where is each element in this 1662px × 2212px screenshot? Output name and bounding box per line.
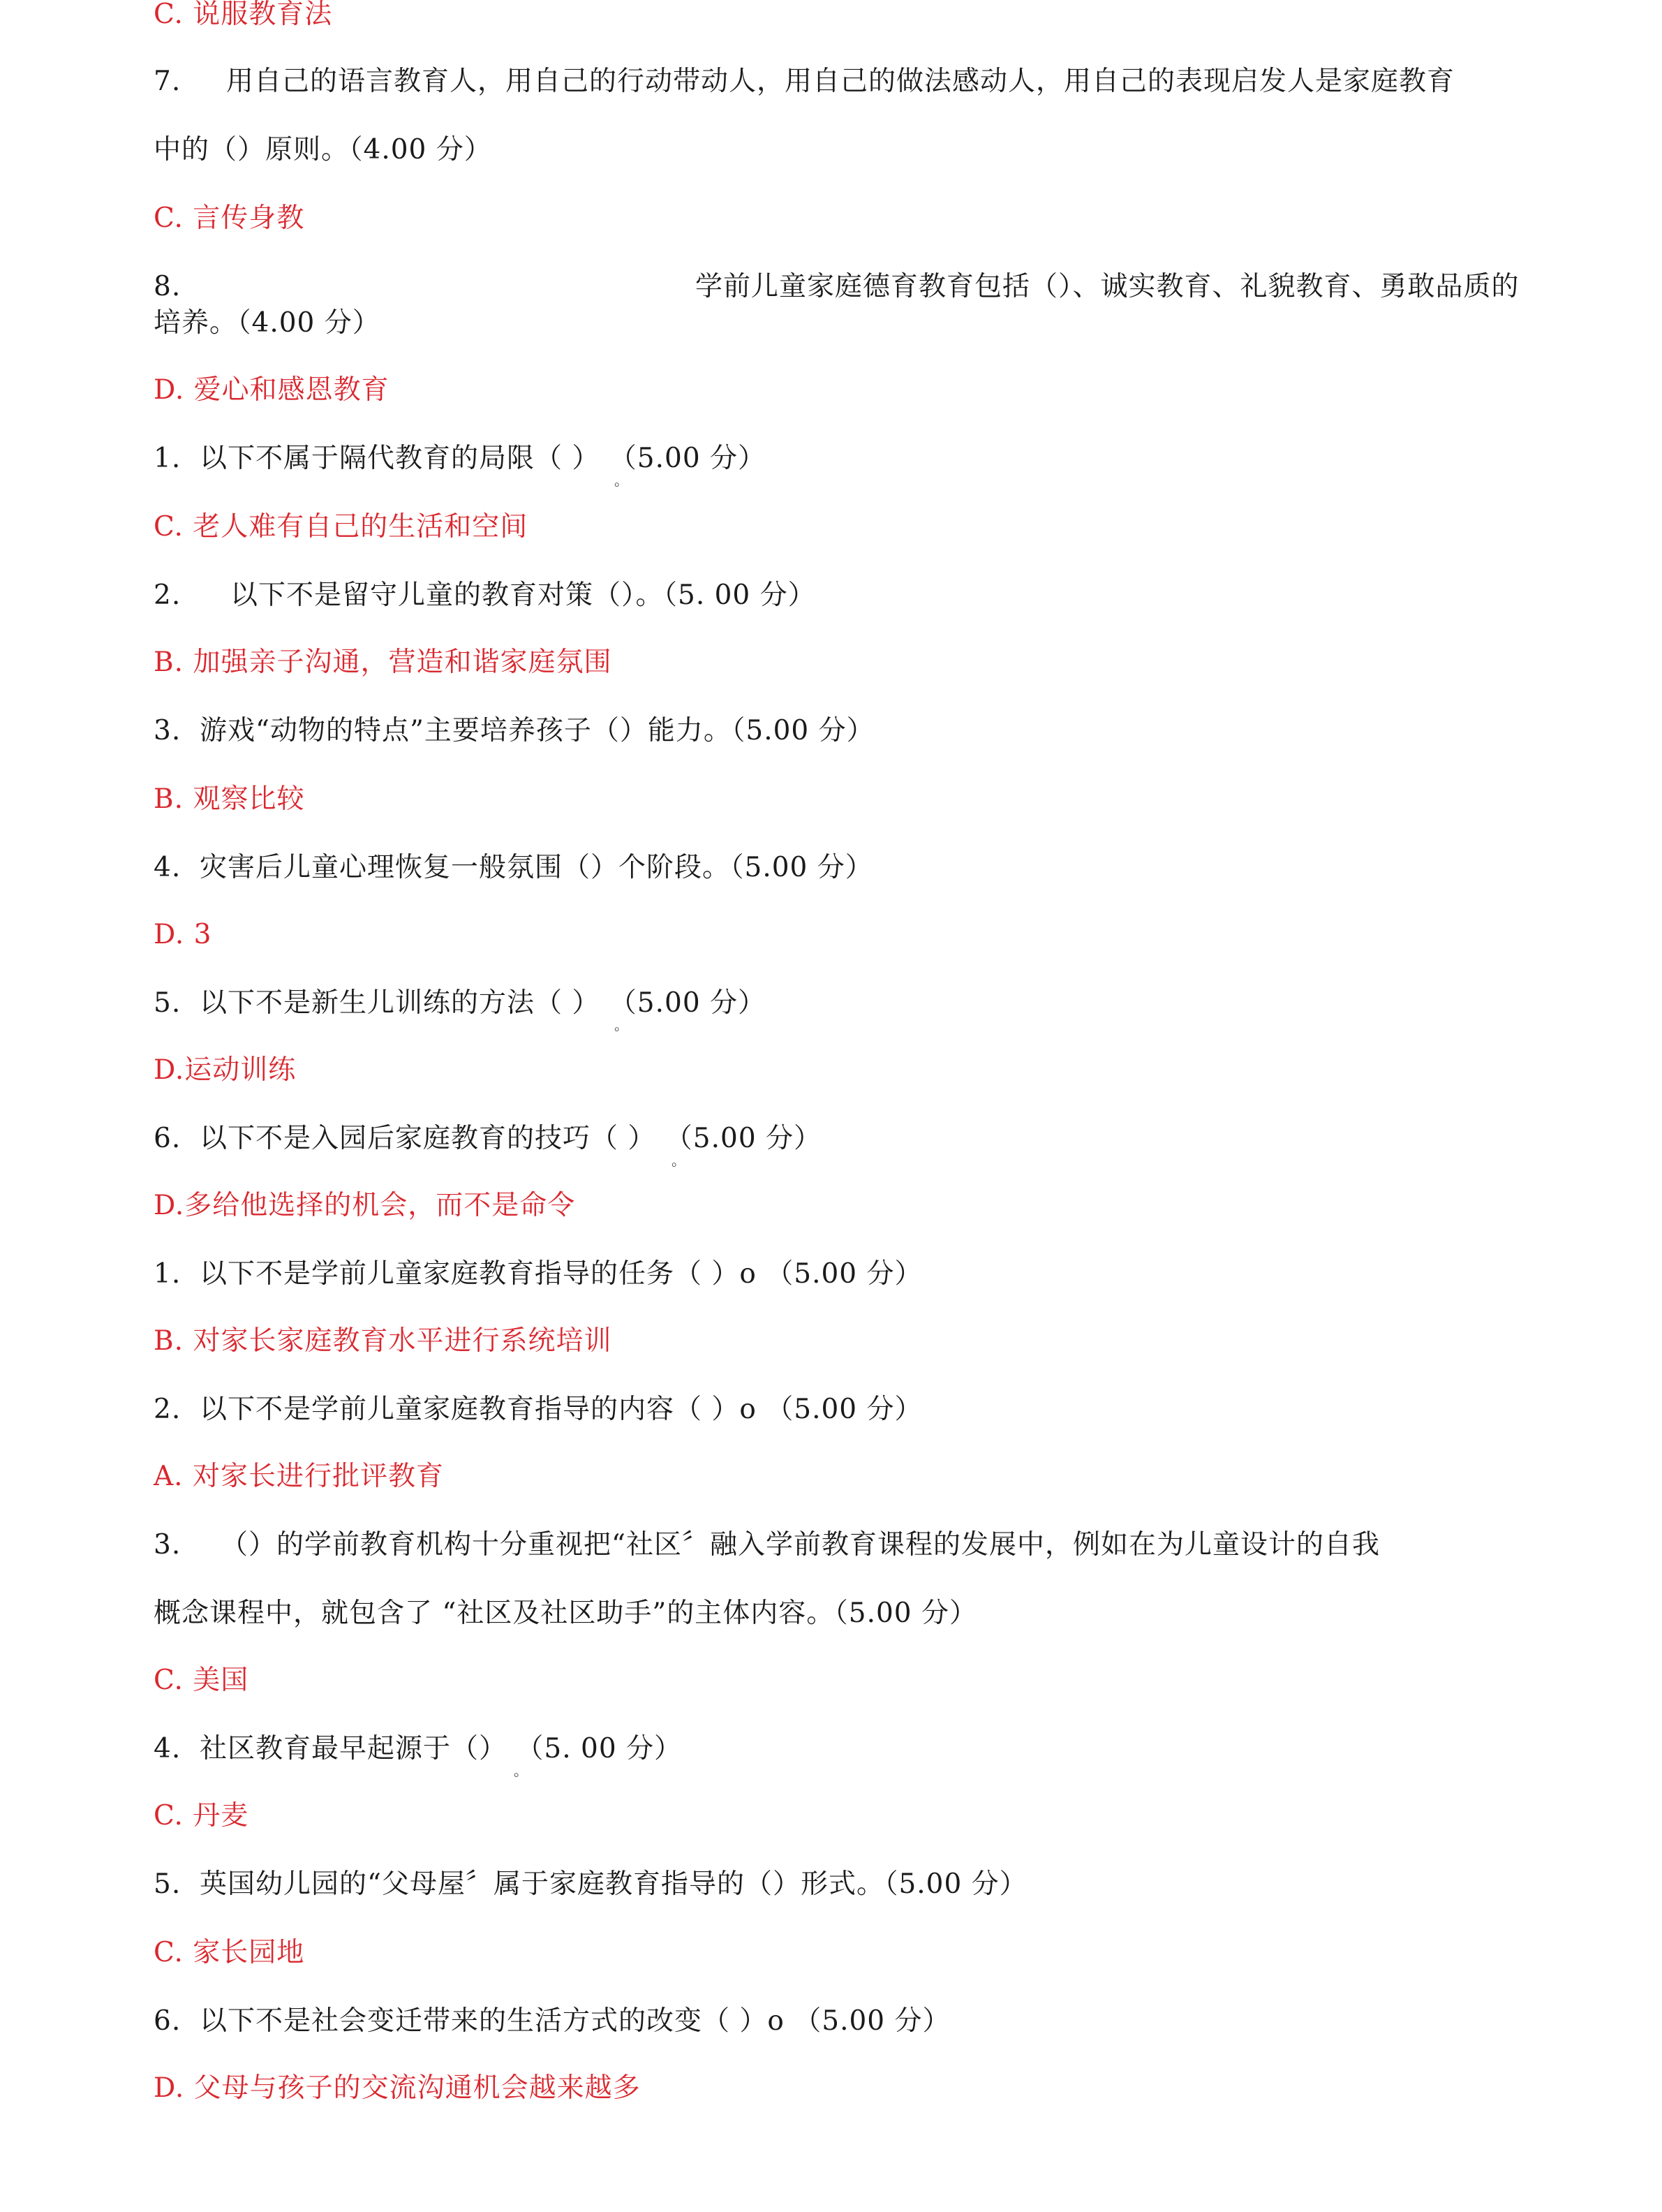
question-text: 以下不是入园后家庭教育的技巧（ ） （5.00 分） [200,1123,822,1154]
question-text: 用自己的语言教育人，用自己的行动带动人，用自己的做法感动人，用自己的表现启发人是家庭教育 [226,66,1455,97]
question-number: 2. [154,1394,181,1425]
question-line [154,1867,1027,1902]
answer-line: B. 对家长家庭教育水平进行系统培训 [154,1325,612,1357]
question-number: 8. [154,271,181,302]
question-number: 5. [154,1868,181,1900]
question-number: 4. [154,852,181,883]
question-text: 以下不是学前儿童家庭教育指导的内容（ ）o （5.00 分） [200,1394,923,1425]
answer-line: C. 说服教育法 [154,0,333,30]
answer-line: D.多给他选择的机会，而不是命令 [154,1190,576,1221]
answer-line: D.运动训练 [154,1054,297,1086]
question-number: 1. [154,1258,181,1290]
question-text: 游戏“动物的特点”主要培养孩子（）能力。（5.00 分） [200,715,875,746]
question-number: 7. [154,66,181,97]
question-text: 以下不是留守儿童的教育对策（）。（5. 00 分） [230,580,816,611]
question-line [154,1257,923,1292]
question-text: 以下不属于隔代教育的局限（ ） （5.00 分） [200,443,766,474]
question-line [154,1528,1380,1563]
stray-punctuation: 。 [614,1017,628,1033]
answer-line: C. 言传身教 [154,202,305,234]
question-line [154,1732,682,1767]
answer-line: D. 3 [154,919,212,950]
question-text: 社区教育最早起源于（） （5. 00 分） [200,1733,683,1764]
question-line [154,578,816,613]
stray-punctuation: 。 [672,1152,685,1169]
answer-line: D. 父母与孩子的交流沟通机会越来越多 [154,2072,641,2104]
question-number: 1. [154,443,181,474]
question-line [154,441,766,476]
question-number: 6. [154,1123,181,1154]
question-text: （）的学前教育机构十分重视把“社区〞融入学前教育课程的发展中，例如在为儿童设计的自我 [221,1529,1380,1561]
question-line [154,270,1564,304]
question-line [154,850,873,885]
question-text: 以下不是社会变迁带来的生活方式的改变（ ）o （5.00 分） [200,2005,951,2037]
question-text: 英国幼儿园的“父母屋〞属于家庭教育指导的（）形式。（5.00 分） [200,1868,1027,1900]
answer-line: C. 家长园地 [154,1937,305,1968]
question-text: 灾害后儿童心理恢复一般氛围（）个阶段。（5.00 分） [200,852,873,883]
question-line [154,986,766,1021]
question-number: 2. [154,580,181,611]
question-number: 3. [154,1529,181,1561]
question-number: 4. [154,1733,181,1764]
question-continuation: 概念课程中，就包含了 “社区及社区助手”的主体内容。（5.00 分） [154,1598,978,1629]
answer-line: C. 丹麦 [154,1800,249,1831]
question-text: 学前儿童家庭德育教育包括（）、诚实教育、礼貌教育、勇敢品质的 [695,271,1520,302]
question-line [154,64,1455,99]
question-continuation: 中的（）原则。（4.00 分） [154,134,492,165]
question-line [154,714,875,749]
question-number: 3. [154,715,181,746]
answer-line: C. 美国 [154,1665,249,1696]
question-line [154,1121,822,1156]
question-continuation: 培养。（4.00 分） [154,307,380,339]
answer-line: B. 观察比较 [154,783,305,815]
answer-line: C. 老人难有自己的生活和空间 [154,511,528,543]
answer-line: A. 对家长进行批评教育 [154,1461,444,1492]
question-text: 以下不是学前儿童家庭教育指导的任务（ ）o （5.00 分） [200,1258,923,1290]
question-number: 6. [154,2005,181,2037]
question-text: 以下不是新生儿训练的方法（ ） （5.00 分） [200,987,766,1019]
question-line [154,1392,923,1427]
question-line [154,2004,951,2039]
question-number: 5. [154,987,181,1019]
answer-line: D. 爱心和感恩教育 [154,374,389,406]
stray-punctuation: 。 [514,1762,528,1779]
stray-punctuation: 。 [614,472,628,489]
answer-line: B. 加强亲子沟通，营造和谐家庭氛围 [154,647,612,678]
